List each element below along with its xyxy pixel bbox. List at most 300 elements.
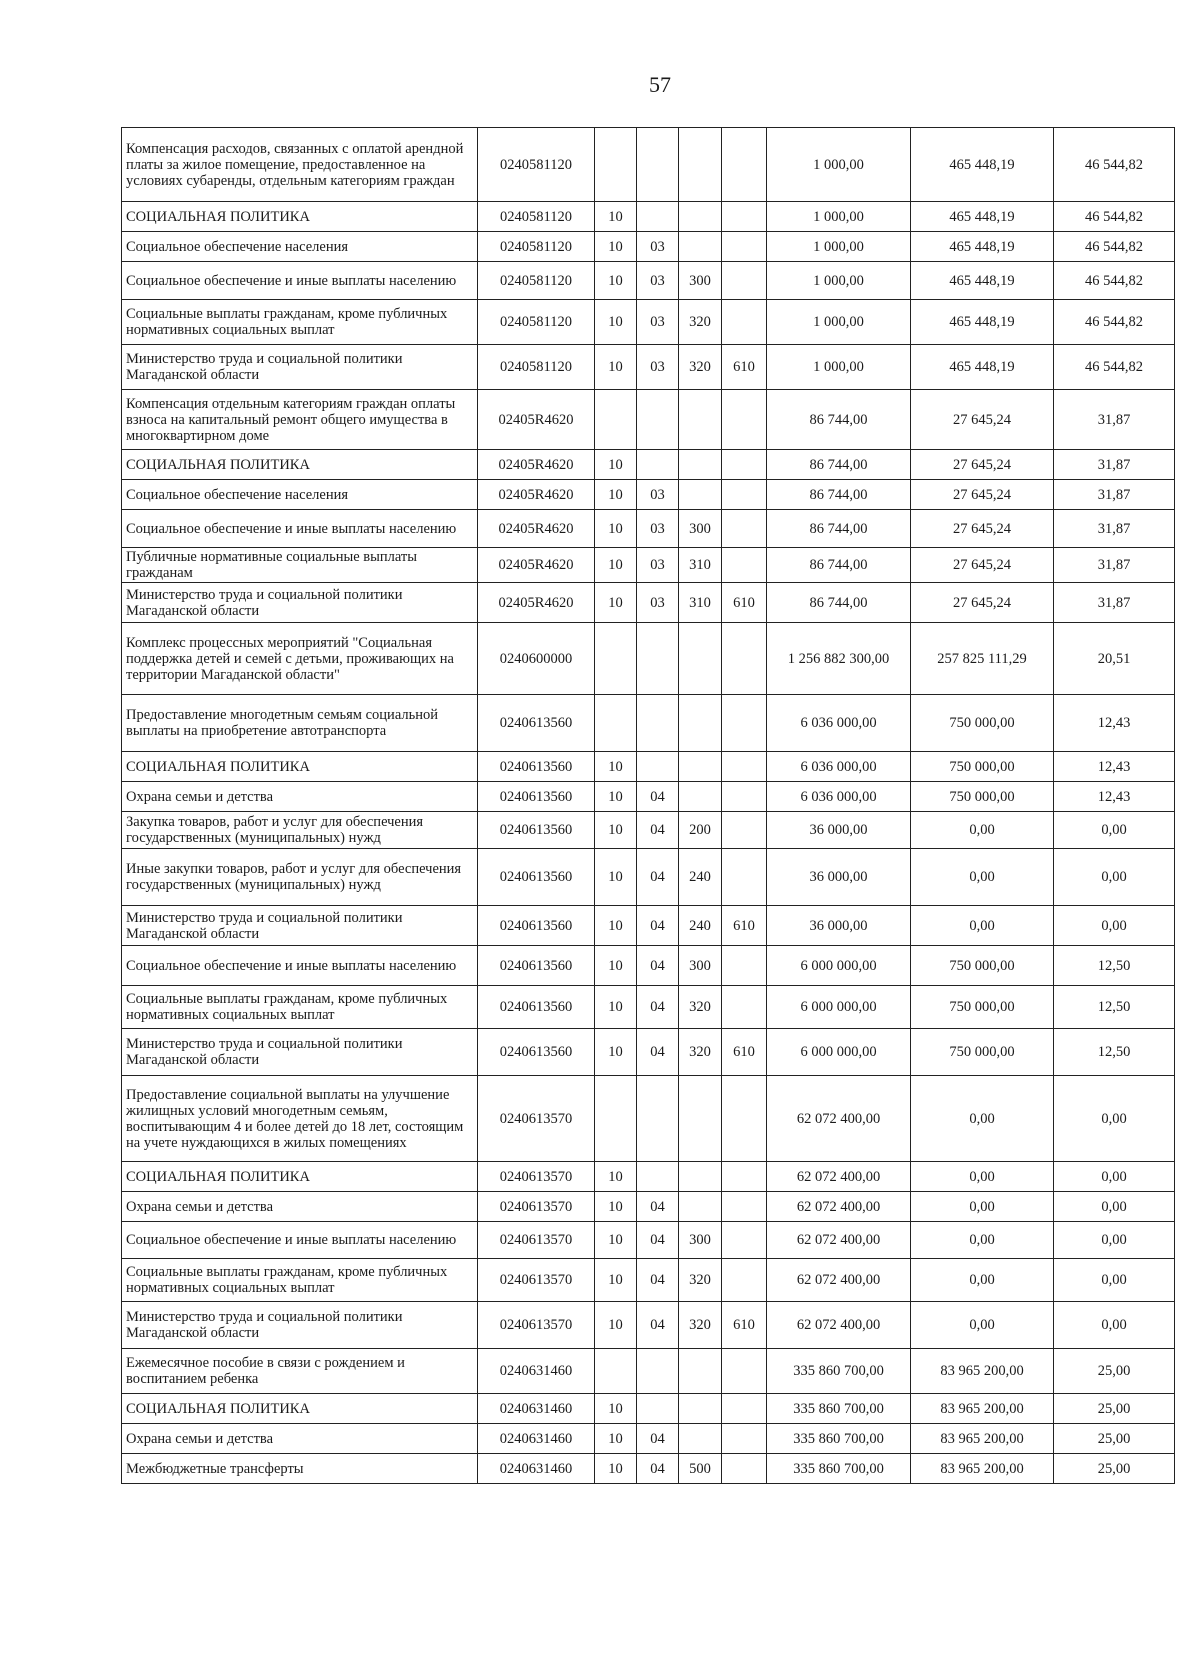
- cell-plan: 86 744,00: [767, 510, 911, 548]
- cell-rz: 10: [595, 849, 637, 906]
- cell-name: Социальное обеспечение и иные выплаты населению: [122, 262, 478, 300]
- cell-plan: 1 256 882 300,00: [767, 623, 911, 695]
- cell-vr: [679, 1349, 722, 1394]
- cell-vr: [679, 1192, 722, 1222]
- budget-execution-table: [121, 127, 1175, 1484]
- cell-vr: 300: [679, 262, 722, 300]
- cell-rz: 10: [595, 906, 637, 946]
- cell-code: 0240600000: [478, 623, 595, 695]
- cell-rz: 10: [595, 202, 637, 232]
- table-row: [122, 906, 1175, 946]
- cell-grbs: [722, 623, 767, 695]
- cell-rz: 10: [595, 782, 637, 812]
- cell-fact: 0,00: [911, 812, 1054, 849]
- cell-grbs: [722, 1349, 767, 1394]
- cell-grbs: [722, 1162, 767, 1192]
- cell-pr: 04: [637, 1259, 679, 1302]
- cell-plan: 1 000,00: [767, 345, 911, 390]
- cell-pct: 31,87: [1054, 390, 1175, 450]
- cell-vr: 320: [679, 300, 722, 345]
- cell-name: Охрана семьи и детства: [122, 782, 478, 812]
- cell-name: Компенсация расходов, связанных с оплатой арендной платы за жилое помещение, предоставленное на условиях субаренды, отдельным категориям граждан: [122, 128, 478, 202]
- cell-pr: 03: [637, 300, 679, 345]
- cell-plan: 1 000,00: [767, 202, 911, 232]
- cell-pct: 12,50: [1054, 986, 1175, 1029]
- cell-code: 0240631460: [478, 1394, 595, 1424]
- table-row: [122, 450, 1175, 480]
- table-row: [122, 849, 1175, 906]
- cell-vr: 240: [679, 906, 722, 946]
- cell-rz: 10: [595, 1259, 637, 1302]
- cell-name: Социальное обеспечение населения: [122, 232, 478, 262]
- cell-name: Социальное обеспечение и иные выплаты населению: [122, 1222, 478, 1259]
- cell-rz: 10: [595, 812, 637, 849]
- cell-plan: 36 000,00: [767, 812, 911, 849]
- cell-vr: [679, 1424, 722, 1454]
- table-row: [122, 510, 1175, 548]
- cell-code: 0240613560: [478, 812, 595, 849]
- cell-fact: 0,00: [911, 849, 1054, 906]
- cell-code: 02405R4620: [478, 510, 595, 548]
- cell-pct: 25,00: [1054, 1349, 1175, 1394]
- cell-rz: 10: [595, 1162, 637, 1192]
- cell-code: 0240613570: [478, 1192, 595, 1222]
- cell-plan: 86 744,00: [767, 583, 911, 623]
- cell-pct: 46 544,82: [1054, 345, 1175, 390]
- cell-name: Социальное обеспечение и иные выплаты населению: [122, 510, 478, 548]
- cell-grbs: [722, 232, 767, 262]
- table-row: [122, 1454, 1175, 1484]
- cell-name: Иные закупки товаров, работ и услуг для обеспечения государственных (муниципальных) нужд: [122, 849, 478, 906]
- cell-grbs: [722, 548, 767, 583]
- cell-name: СОЦИАЛЬНАЯ ПОЛИТИКА: [122, 752, 478, 782]
- cell-pct: 0,00: [1054, 1162, 1175, 1192]
- cell-code: 02405R4620: [478, 583, 595, 623]
- table-row: [122, 300, 1175, 345]
- cell-code: 02405R4620: [478, 450, 595, 480]
- cell-pct: 25,00: [1054, 1454, 1175, 1484]
- cell-fact: 27 645,24: [911, 583, 1054, 623]
- cell-code: 0240581120: [478, 300, 595, 345]
- cell-grbs: 610: [722, 1302, 767, 1349]
- cell-name: Охрана семьи и детства: [122, 1424, 478, 1454]
- cell-plan: 86 744,00: [767, 480, 911, 510]
- cell-pr: 03: [637, 345, 679, 390]
- cell-code: 0240613560: [478, 1029, 595, 1076]
- cell-grbs: [722, 510, 767, 548]
- cell-grbs: [722, 986, 767, 1029]
- cell-code: 0240613570: [478, 1162, 595, 1192]
- cell-fact: 0,00: [911, 1222, 1054, 1259]
- cell-pct: 20,51: [1054, 623, 1175, 695]
- cell-vr: [679, 695, 722, 752]
- cell-rz: 10: [595, 510, 637, 548]
- cell-grbs: [722, 1076, 767, 1162]
- cell-name: Социальное обеспечение населения: [122, 480, 478, 510]
- cell-fact: 257 825 111,29: [911, 623, 1054, 695]
- table-row: [122, 480, 1175, 510]
- cell-name: Комплекс процессных мероприятий "Социальная поддержка детей и семей с детьми, проживающих на территории Магаданской области": [122, 623, 478, 695]
- cell-plan: 1 000,00: [767, 128, 911, 202]
- cell-grbs: [722, 480, 767, 510]
- table-row: [122, 695, 1175, 752]
- cell-fact: 0,00: [911, 1259, 1054, 1302]
- cell-rz: 10: [595, 583, 637, 623]
- cell-rz: [595, 128, 637, 202]
- cell-vr: 240: [679, 849, 722, 906]
- cell-fact: 750 000,00: [911, 946, 1054, 986]
- cell-rz: 10: [595, 946, 637, 986]
- cell-pct: 0,00: [1054, 812, 1175, 849]
- cell-vr: 320: [679, 1029, 722, 1076]
- cell-plan: 86 744,00: [767, 390, 911, 450]
- cell-vr: 310: [679, 583, 722, 623]
- cell-plan: 335 860 700,00: [767, 1349, 911, 1394]
- cell-plan: 6 000 000,00: [767, 946, 911, 986]
- cell-pr: [637, 1162, 679, 1192]
- cell-pct: 0,00: [1054, 1076, 1175, 1162]
- cell-pr: 04: [637, 1454, 679, 1484]
- cell-plan: 1 000,00: [767, 300, 911, 345]
- table-row: [122, 128, 1175, 202]
- cell-pct: 31,87: [1054, 480, 1175, 510]
- cell-code: 0240581120: [478, 128, 595, 202]
- cell-code: 0240613560: [478, 946, 595, 986]
- cell-grbs: [722, 1259, 767, 1302]
- cell-fact: 27 645,24: [911, 390, 1054, 450]
- cell-pr: 03: [637, 510, 679, 548]
- cell-grbs: 610: [722, 583, 767, 623]
- cell-fact: 465 448,19: [911, 300, 1054, 345]
- cell-pct: 46 544,82: [1054, 300, 1175, 345]
- cell-plan: 1 000,00: [767, 262, 911, 300]
- cell-pct: 0,00: [1054, 906, 1175, 946]
- cell-fact: 27 645,24: [911, 480, 1054, 510]
- cell-pr: 04: [637, 849, 679, 906]
- cell-code: 0240613570: [478, 1302, 595, 1349]
- cell-name: СОЦИАЛЬНАЯ ПОЛИТИКА: [122, 202, 478, 232]
- cell-vr: [679, 752, 722, 782]
- cell-pct: 0,00: [1054, 1259, 1175, 1302]
- cell-pct: 0,00: [1054, 849, 1175, 906]
- cell-name: СОЦИАЛЬНАЯ ПОЛИТИКА: [122, 1394, 478, 1424]
- cell-plan: 6 000 000,00: [767, 986, 911, 1029]
- cell-pct: 31,87: [1054, 510, 1175, 548]
- cell-code: 02405R4620: [478, 548, 595, 583]
- cell-vr: [679, 480, 722, 510]
- cell-rz: [595, 390, 637, 450]
- cell-vr: [679, 1394, 722, 1424]
- cell-grbs: [722, 1222, 767, 1259]
- cell-pct: 12,50: [1054, 1029, 1175, 1076]
- cell-vr: [679, 450, 722, 480]
- cell-grbs: [722, 1192, 767, 1222]
- cell-vr: [679, 232, 722, 262]
- cell-grbs: [722, 695, 767, 752]
- table-row: [122, 1394, 1175, 1424]
- cell-fact: 465 448,19: [911, 232, 1054, 262]
- cell-vr: 300: [679, 510, 722, 548]
- cell-rz: 10: [595, 480, 637, 510]
- cell-code: 0240631460: [478, 1454, 595, 1484]
- cell-plan: 62 072 400,00: [767, 1222, 911, 1259]
- cell-pr: [637, 1076, 679, 1162]
- cell-rz: [595, 1076, 637, 1162]
- cell-name: СОЦИАЛЬНАЯ ПОЛИТИКА: [122, 1162, 478, 1192]
- cell-pct: 12,43: [1054, 752, 1175, 782]
- cell-grbs: 610: [722, 1029, 767, 1076]
- cell-fact: 0,00: [911, 1192, 1054, 1222]
- cell-name: Министерство труда и социальной политики Магаданской области: [122, 1029, 478, 1076]
- cell-code: 0240613560: [478, 782, 595, 812]
- cell-plan: 335 860 700,00: [767, 1424, 911, 1454]
- cell-plan: 6 000 000,00: [767, 1029, 911, 1076]
- cell-plan: 6 036 000,00: [767, 695, 911, 752]
- cell-rz: 10: [595, 752, 637, 782]
- cell-plan: 36 000,00: [767, 906, 911, 946]
- cell-vr: [679, 390, 722, 450]
- cell-fact: 750 000,00: [911, 695, 1054, 752]
- cell-pr: [637, 202, 679, 232]
- cell-pr: [637, 623, 679, 695]
- table-row: [122, 390, 1175, 450]
- cell-rz: 10: [595, 1302, 637, 1349]
- cell-fact: 0,00: [911, 1162, 1054, 1192]
- cell-name: Закупка товаров, работ и услуг для обеспечения государственных (муниципальных) нужд: [122, 812, 478, 849]
- cell-rz: [595, 1349, 637, 1394]
- table-row: [122, 812, 1175, 849]
- cell-rz: 10: [595, 1454, 637, 1484]
- cell-vr: 320: [679, 345, 722, 390]
- cell-grbs: [722, 262, 767, 300]
- table-row: [122, 1029, 1175, 1076]
- cell-fact: 0,00: [911, 1302, 1054, 1349]
- cell-name: Социальные выплаты гражданам, кроме публичных нормативных социальных выплат: [122, 986, 478, 1029]
- cell-plan: 335 860 700,00: [767, 1394, 911, 1424]
- cell-name: Министерство труда и социальной политики Магаданской области: [122, 906, 478, 946]
- cell-code: 0240613560: [478, 986, 595, 1029]
- cell-pr: 04: [637, 906, 679, 946]
- cell-plan: 62 072 400,00: [767, 1192, 911, 1222]
- cell-plan: 62 072 400,00: [767, 1302, 911, 1349]
- cell-grbs: [722, 300, 767, 345]
- cell-code: 0240613560: [478, 906, 595, 946]
- cell-fact: 83 965 200,00: [911, 1424, 1054, 1454]
- cell-name: Предоставление социальной выплаты на улучшение жилищных условий многодетным семьям, воспитывающим 4 и более детей до 18 лет, состоящим на учете нуждающихся в жилых помещениях: [122, 1076, 478, 1162]
- cell-fact: 465 448,19: [911, 345, 1054, 390]
- cell-pct: 0,00: [1054, 1222, 1175, 1259]
- cell-code: 0240581120: [478, 202, 595, 232]
- cell-rz: 10: [595, 1192, 637, 1222]
- cell-pr: [637, 390, 679, 450]
- cell-plan: 86 744,00: [767, 548, 911, 583]
- cell-pr: 04: [637, 946, 679, 986]
- cell-pr: [637, 752, 679, 782]
- cell-name: Компенсация отдельным категориям граждан оплаты взноса на капитальный ремонт общего имущества в многоквартирном доме: [122, 390, 478, 450]
- cell-grbs: [722, 946, 767, 986]
- table-row: [122, 752, 1175, 782]
- cell-rz: 10: [595, 1394, 637, 1424]
- table-row: [122, 1162, 1175, 1192]
- cell-pr: 04: [637, 1192, 679, 1222]
- cell-rz: 10: [595, 232, 637, 262]
- table-row: [122, 583, 1175, 623]
- cell-vr: 320: [679, 986, 722, 1029]
- cell-vr: 310: [679, 548, 722, 583]
- cell-vr: 320: [679, 1259, 722, 1302]
- cell-plan: 86 744,00: [767, 450, 911, 480]
- cell-pr: 04: [637, 1424, 679, 1454]
- cell-name: Министерство труда и социальной политики Магаданской области: [122, 345, 478, 390]
- cell-rz: [595, 623, 637, 695]
- cell-pct: 46 544,82: [1054, 202, 1175, 232]
- cell-grbs: [722, 752, 767, 782]
- table-row: [122, 946, 1175, 986]
- cell-name: Публичные нормативные социальные выплаты гражданам: [122, 548, 478, 583]
- cell-code: 0240631460: [478, 1349, 595, 1394]
- table-row: [122, 986, 1175, 1029]
- cell-fact: 27 645,24: [911, 510, 1054, 548]
- cell-name: Ежемесячное пособие в связи с рождением и воспитанием ребенка: [122, 1349, 478, 1394]
- cell-pr: [637, 128, 679, 202]
- table-row: [122, 623, 1175, 695]
- cell-code: 0240581120: [478, 262, 595, 300]
- cell-fact: 0,00: [911, 1076, 1054, 1162]
- cell-rz: 10: [595, 1029, 637, 1076]
- table-row: [122, 1424, 1175, 1454]
- cell-vr: 320: [679, 1302, 722, 1349]
- table-row: [122, 782, 1175, 812]
- table-row: [122, 262, 1175, 300]
- cell-name: Предоставление многодетным семьям социальной выплаты на приобретение автотранспорта: [122, 695, 478, 752]
- cell-name: Министерство труда и социальной политики Магаданской области: [122, 1302, 478, 1349]
- cell-pr: [637, 695, 679, 752]
- cell-pct: 25,00: [1054, 1394, 1175, 1424]
- cell-code: 0240631460: [478, 1424, 595, 1454]
- cell-code: 0240613570: [478, 1222, 595, 1259]
- cell-code: 0240613570: [478, 1259, 595, 1302]
- cell-pct: 46 544,82: [1054, 128, 1175, 202]
- cell-name: Министерство труда и социальной политики Магаданской области: [122, 583, 478, 623]
- cell-pct: 31,87: [1054, 583, 1175, 623]
- cell-vr: [679, 202, 722, 232]
- cell-fact: 750 000,00: [911, 986, 1054, 1029]
- cell-grbs: [722, 782, 767, 812]
- cell-pr: 04: [637, 782, 679, 812]
- cell-plan: 62 072 400,00: [767, 1076, 911, 1162]
- cell-fact: 27 645,24: [911, 548, 1054, 583]
- cell-fact: 465 448,19: [911, 128, 1054, 202]
- cell-grbs: [722, 1394, 767, 1424]
- cell-pr: 04: [637, 812, 679, 849]
- cell-vr: 200: [679, 812, 722, 849]
- cell-vr: [679, 1076, 722, 1162]
- cell-rz: 10: [595, 986, 637, 1029]
- cell-grbs: [722, 390, 767, 450]
- cell-vr: [679, 1162, 722, 1192]
- cell-rz: 10: [595, 1222, 637, 1259]
- table-row: [122, 548, 1175, 583]
- cell-pct: 46 544,82: [1054, 232, 1175, 262]
- table-row: [122, 202, 1175, 232]
- cell-plan: 36 000,00: [767, 849, 911, 906]
- table-body: [122, 128, 1175, 1484]
- cell-name: Социальные выплаты гражданам, кроме публичных нормативных социальных выплат: [122, 1259, 478, 1302]
- cell-pct: 12,43: [1054, 695, 1175, 752]
- cell-pr: 03: [637, 262, 679, 300]
- cell-pr: 04: [637, 1029, 679, 1076]
- cell-grbs: 610: [722, 906, 767, 946]
- cell-name: Социальные выплаты гражданам, кроме публичных нормативных социальных выплат: [122, 300, 478, 345]
- cell-plan: 62 072 400,00: [767, 1162, 911, 1192]
- cell-pct: 31,87: [1054, 548, 1175, 583]
- cell-fact: 750 000,00: [911, 782, 1054, 812]
- table-row: [122, 1349, 1175, 1394]
- cell-pct: 0,00: [1054, 1192, 1175, 1222]
- cell-pr: [637, 450, 679, 480]
- cell-rz: 10: [595, 548, 637, 583]
- cell-name: Межбюджетные трансферты: [122, 1454, 478, 1484]
- cell-grbs: [722, 202, 767, 232]
- cell-grbs: [722, 1424, 767, 1454]
- cell-grbs: 610: [722, 345, 767, 390]
- cell-rz: 10: [595, 300, 637, 345]
- cell-fact: 83 965 200,00: [911, 1349, 1054, 1394]
- cell-code: 02405R4620: [478, 390, 595, 450]
- cell-code: 0240613570: [478, 1076, 595, 1162]
- cell-code: 0240581120: [478, 345, 595, 390]
- cell-grbs: [722, 812, 767, 849]
- cell-vr: 300: [679, 946, 722, 986]
- table-row: [122, 1192, 1175, 1222]
- cell-rz: 10: [595, 345, 637, 390]
- cell-grbs: [722, 450, 767, 480]
- cell-pct: 0,00: [1054, 1302, 1175, 1349]
- cell-pr: [637, 1394, 679, 1424]
- cell-name: Социальное обеспечение и иные выплаты населению: [122, 946, 478, 986]
- table-row: [122, 345, 1175, 390]
- cell-pr: 03: [637, 480, 679, 510]
- cell-grbs: [722, 849, 767, 906]
- cell-vr: 300: [679, 1222, 722, 1259]
- cell-vr: [679, 782, 722, 812]
- cell-fact: 83 965 200,00: [911, 1394, 1054, 1424]
- cell-code: 0240613560: [478, 695, 595, 752]
- cell-rz: 10: [595, 450, 637, 480]
- cell-name: Охрана семьи и детства: [122, 1192, 478, 1222]
- cell-fact: 750 000,00: [911, 752, 1054, 782]
- cell-pct: 46 544,82: [1054, 262, 1175, 300]
- cell-pr: 03: [637, 548, 679, 583]
- cell-fact: 750 000,00: [911, 1029, 1054, 1076]
- cell-rz: 10: [595, 262, 637, 300]
- table-row: [122, 1076, 1175, 1162]
- cell-grbs: [722, 128, 767, 202]
- cell-code: 0240581120: [478, 232, 595, 262]
- cell-fact: 83 965 200,00: [911, 1454, 1054, 1484]
- cell-vr: [679, 128, 722, 202]
- cell-vr: [679, 623, 722, 695]
- cell-pr: [637, 1349, 679, 1394]
- cell-grbs: [722, 1454, 767, 1484]
- cell-pr: 04: [637, 1302, 679, 1349]
- cell-rz: [595, 695, 637, 752]
- cell-plan: 6 036 000,00: [767, 752, 911, 782]
- cell-pr: 03: [637, 232, 679, 262]
- cell-pct: 12,43: [1054, 782, 1175, 812]
- cell-plan: 6 036 000,00: [767, 782, 911, 812]
- table-row: [122, 1259, 1175, 1302]
